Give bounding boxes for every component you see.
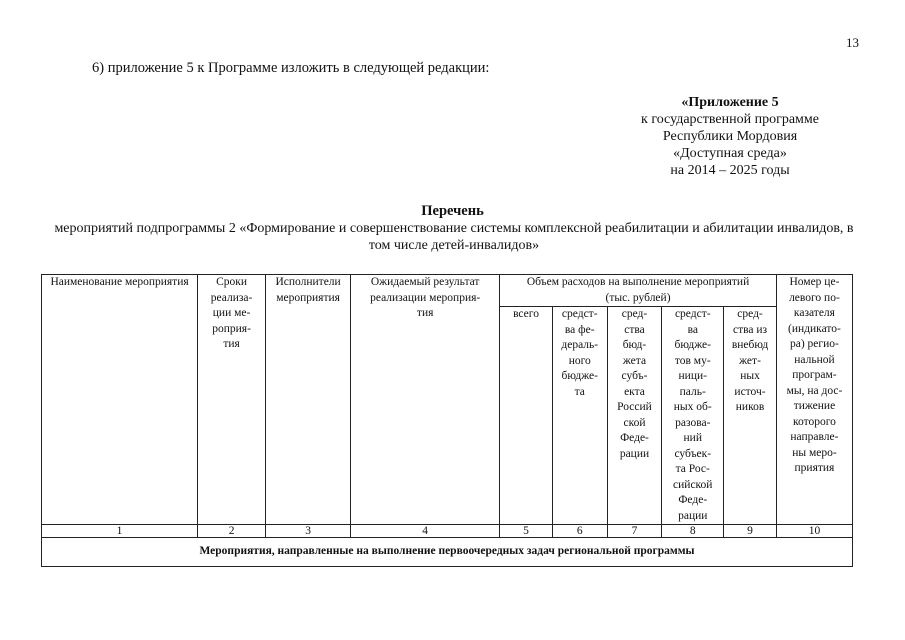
subheader-municipal: средст- ва бюдже- тов му- ници- паль- ных об- разова- ний субъек- та Рос- сийской Феде- рации bbox=[662, 307, 724, 525]
measures-table bbox=[41, 274, 853, 567]
subheader-regional: сред- ства бюд- жета субъ- екта Россий ской Феде- рации bbox=[607, 307, 662, 525]
subheader-total: всего bbox=[500, 307, 553, 525]
column-number-row bbox=[42, 525, 853, 538]
header-terms: Сроки реализа- ции ме- роприя- тия bbox=[198, 275, 266, 525]
column-number: 9 bbox=[724, 525, 777, 538]
column-number: 5 bbox=[500, 525, 553, 538]
page-number: 13 bbox=[846, 35, 859, 50]
subheader-federal: средст- ва фе- дераль- ного бюдже- та bbox=[552, 307, 607, 525]
intro-text: 6) приложение 5 к Программе изложить в следующей редакции: bbox=[92, 60, 490, 76]
header-indicator: Номер це- левого по- казателя (индикато- ра) регио- нальной програм- мы, на дос- тижение которого направле- ны меро- приятия bbox=[776, 275, 852, 525]
subheader-extrabudget: сред- ства из внебюд жет- ных источ- ников bbox=[724, 307, 777, 525]
column-number: 7 bbox=[607, 525, 662, 538]
appendix-title: «Приложение 5 bbox=[681, 95, 779, 110]
appendix-line: к государственной программе bbox=[641, 112, 819, 127]
column-number: 10 bbox=[776, 525, 852, 538]
column-number: 3 bbox=[266, 525, 351, 538]
appendix-block bbox=[610, 94, 850, 179]
list-title: Перечень bbox=[421, 203, 484, 219]
column-number: 4 bbox=[351, 525, 500, 538]
appendix-line: на 2014 – 2025 годы bbox=[670, 163, 790, 178]
header-name: Наименование мероприятия bbox=[42, 275, 198, 525]
table-header-row bbox=[42, 275, 853, 307]
column-number: 2 bbox=[198, 525, 266, 538]
column-number: 6 bbox=[552, 525, 607, 538]
appendix-line: Республики Мордовия bbox=[662, 129, 798, 144]
column-number: 1 bbox=[42, 525, 198, 538]
header-result: Ожидаемый результат реализации мероприя- тия bbox=[351, 275, 500, 525]
list-subtitle: мероприятий подпрограммы 2 «Формирование и совершенствование системы комплексной реабилитации и абилитации инвалидов, в том числе детей-инвалидов» bbox=[54, 221, 854, 253]
section-row bbox=[42, 538, 853, 567]
appendix-line: «Доступная среда» bbox=[673, 146, 787, 161]
header-expenses: Объем расходов на выполнение мероприятий (тыс. рублей) bbox=[500, 275, 777, 307]
column-number: 8 bbox=[662, 525, 724, 538]
header-executors: Исполнители мероприятия bbox=[266, 275, 351, 525]
section-title: Мероприятия, направленные на выполнение первоочередных задач региональной программы bbox=[42, 538, 853, 567]
